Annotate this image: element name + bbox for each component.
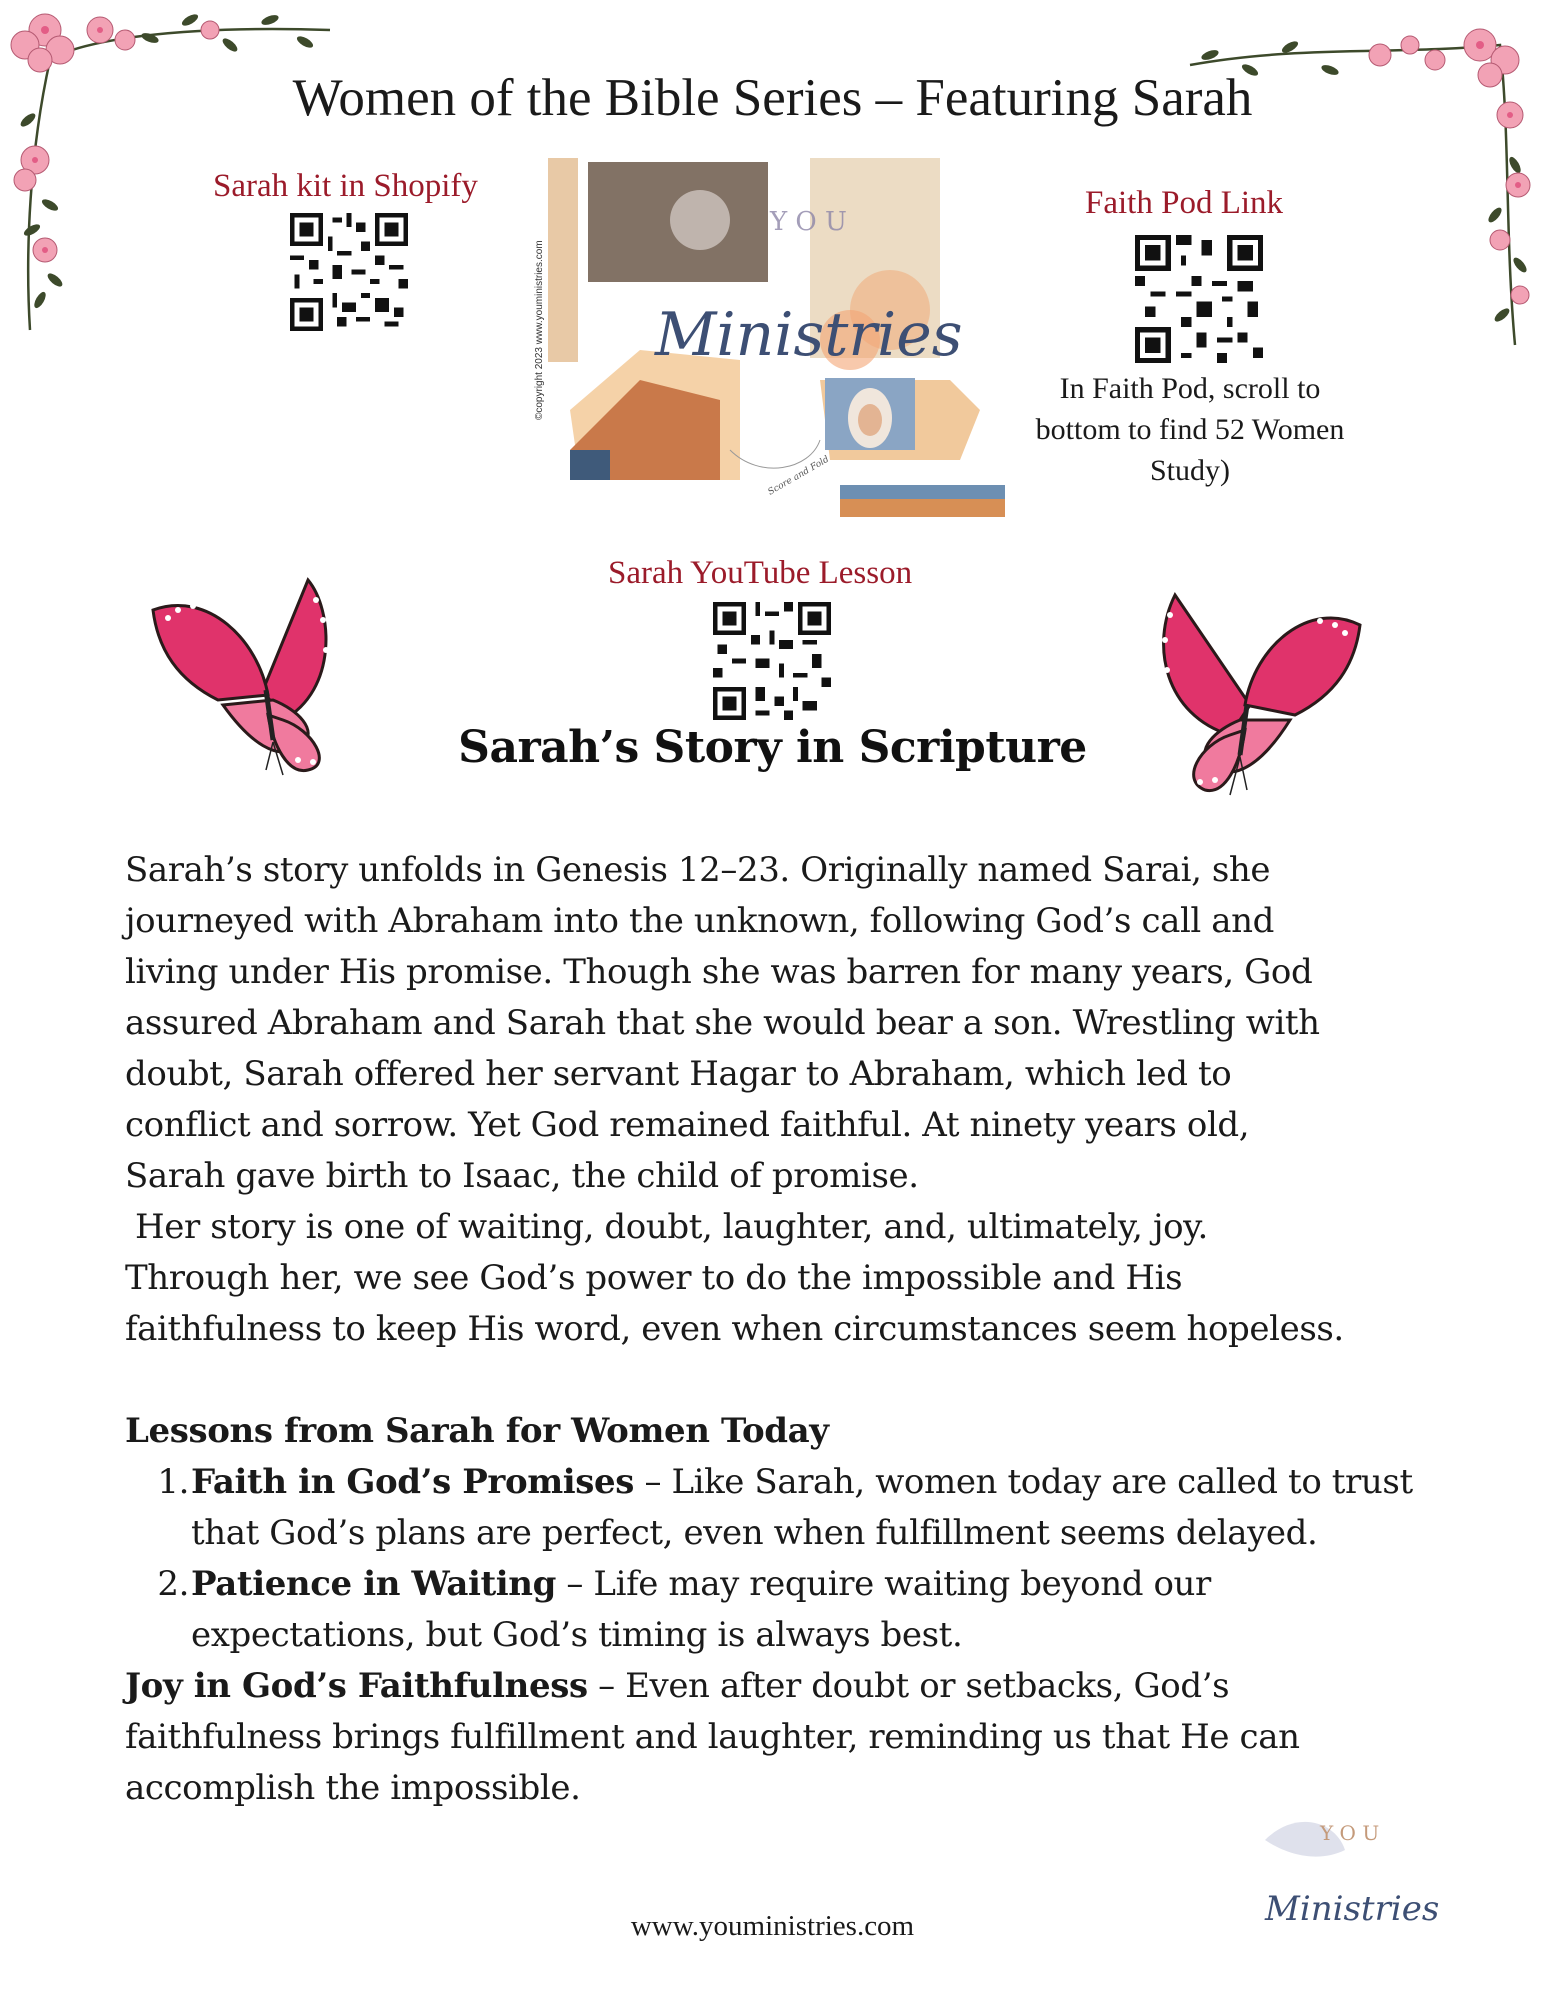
youtube-qr-code[interactable] <box>713 602 831 720</box>
faith-pod-note: In Faith Pod, scroll to bottom to find 52 Women Study) <box>1035 372 1345 487</box>
shopify-qr-label: Sarah kit in Shopify <box>213 168 478 204</box>
lesson-description: – Like Sarah, women today are called to trust that God’s plans are perfect, even when fulfillment seems delayed. <box>191 1462 1413 1553</box>
lesson-title: Faith in God’s Promises <box>191 1462 635 1502</box>
lesson-number: 2. <box>157 1564 189 1604</box>
youtube-qr-label: Sarah YouTube Lesson <box>608 555 913 591</box>
you-ministries-logo <box>1255 1800 1455 1980</box>
lesson-description: – Life may require waiting beyond our expectations, but God’s timing is always best. <box>191 1564 1211 1655</box>
lesson-title: Patience in Waiting <box>191 1564 556 1604</box>
story-line: conflict and sorrow. Yet God remained faithful. At ninety years old, <box>125 1105 1250 1145</box>
collage-fold-note: Score and Fold <box>766 454 832 498</box>
joy-title: Joy in God’s Faithfulness <box>125 1666 588 1706</box>
story-line: Sarah gave birth to Isaac, the child of promise. <box>125 1156 919 1196</box>
story-line: Sarah’s story unfolds in Genesis 12–23. Originally named Sarai, she <box>125 850 1271 890</box>
collage-brand-letters: Y O U <box>770 207 847 237</box>
story-body <box>125 845 1425 1814</box>
sarah-kit-collage-image <box>520 150 1020 530</box>
faith-pod-qr-code[interactable] <box>1135 235 1263 363</box>
collage-copyright: ©copyright 2023 www.youministries.com <box>534 240 545 420</box>
lesson-item <box>125 1559 1425 1661</box>
page-title: Women of the Bible Series – Featuring Sarah <box>292 69 1253 127</box>
story-line: doubt, Sarah offered her servant Hagar to Abraham, which led to <box>125 1054 1232 1094</box>
logo-script: Ministries <box>1265 1889 1440 1929</box>
logo-letters: Y O U <box>1320 1821 1380 1845</box>
faith-pod-qr-label: Faith Pod Link <box>1085 185 1284 221</box>
joy-paragraph <box>125 1661 1425 1814</box>
lesson-text <box>191 1457 1425 1559</box>
lesson-item <box>125 1457 1425 1559</box>
story-line: living under His promise. Though she was barren for many years, God <box>125 952 1313 992</box>
story-line: journeyed with Abraham into the unknown, following God’s call and <box>125 901 1275 941</box>
story-line: Her story is one of waiting, doubt, laughter, and, ultimately, joy. <box>135 1207 1208 1247</box>
footer-url[interactable]: www.youministries.com <box>630 1910 915 1942</box>
shopify-qr-code[interactable] <box>290 213 408 331</box>
lesson-text <box>191 1559 1425 1661</box>
story-line: Through her, we see God’s power to do the impossible and His <box>125 1258 1183 1298</box>
joy-description: – Even after doubt or setbacks, God’s faithfulness brings fulfillment and laughter, reminding us that He can accomplish the impossible. <box>125 1666 1300 1808</box>
story-line: assured Abraham and Sarah that she would bear a son. Wrestling with <box>125 1003 1320 1043</box>
lesson-number: 1. <box>157 1462 189 1502</box>
collage-brand-script: Ministries <box>655 300 963 370</box>
story-line: faithfulness to keep His word, even when circumstances seem hopeless. <box>125 1309 1344 1349</box>
lessons-heading: Lessons from Sarah for Women Today <box>125 1411 829 1451</box>
story-heading: Sarah’s Story in Scripture <box>458 722 1087 773</box>
